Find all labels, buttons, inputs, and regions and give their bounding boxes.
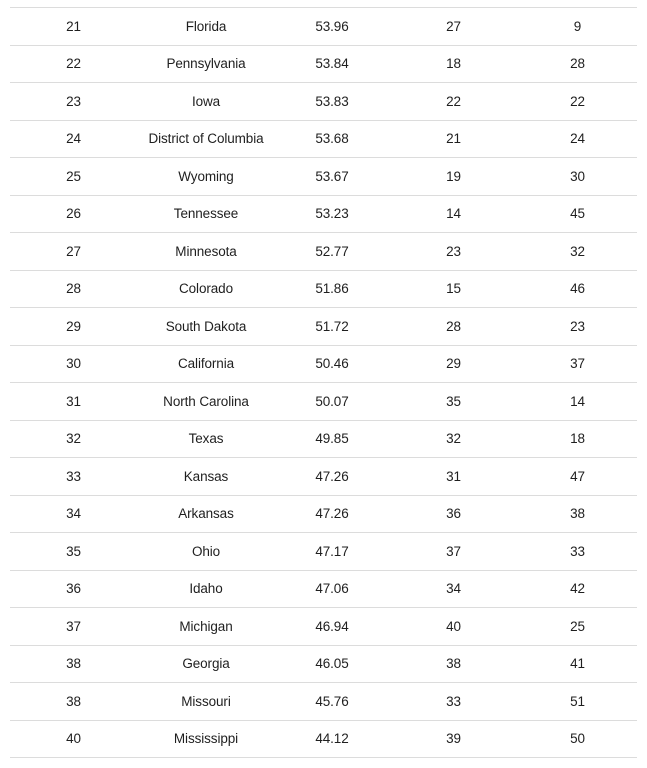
rank-b-cell: 22 bbox=[570, 93, 585, 109]
table-row bbox=[10, 270, 637, 308]
total-score-cell: 50.07 bbox=[315, 393, 349, 409]
rank-b-cell: 18 bbox=[570, 431, 585, 447]
table-row bbox=[10, 8, 637, 46]
rank-a-cell: 23 bbox=[446, 243, 461, 259]
overall-rank-cell: 28 bbox=[66, 281, 81, 297]
overall-rank-cell: 29 bbox=[66, 318, 81, 334]
rank-a-cell: 32 bbox=[446, 431, 461, 447]
state-cell: Michigan bbox=[179, 618, 233, 634]
table-row bbox=[10, 570, 637, 608]
total-score-cell: 45.76 bbox=[315, 693, 349, 709]
rank-b-cell: 37 bbox=[570, 356, 585, 372]
table-row bbox=[10, 195, 637, 233]
table-row bbox=[10, 683, 637, 721]
total-score-cell: 53.83 bbox=[315, 93, 349, 109]
total-score-cell: 47.26 bbox=[315, 468, 349, 484]
state-cell: Minnesota bbox=[175, 243, 237, 259]
rank-b-cell: 38 bbox=[570, 506, 585, 522]
rank-a-cell: 36 bbox=[446, 506, 461, 522]
overall-rank-cell: 35 bbox=[66, 543, 81, 559]
rank-a-cell: 34 bbox=[446, 581, 461, 597]
rank-a-cell: 40 bbox=[446, 618, 461, 634]
total-score-cell: 50.46 bbox=[315, 356, 349, 372]
state-cell: Missouri bbox=[181, 693, 231, 709]
rank-a-cell: 38 bbox=[446, 656, 461, 672]
overall-rank-cell: 23 bbox=[66, 93, 81, 109]
rank-b-cell: 23 bbox=[570, 318, 585, 334]
rank-b-cell: 33 bbox=[570, 543, 585, 559]
total-score-cell: 53.23 bbox=[315, 206, 349, 222]
rank-a-cell: 15 bbox=[446, 281, 461, 297]
table-row bbox=[10, 720, 637, 758]
state-cell: Iowa bbox=[191, 93, 221, 109]
total-score-cell: 51.86 bbox=[315, 281, 349, 297]
state-cell: Pennsylvania bbox=[166, 56, 246, 72]
total-score-cell: 53.68 bbox=[315, 131, 349, 147]
state-cell: Arkansas bbox=[178, 506, 234, 522]
overall-rank-cell: 25 bbox=[66, 168, 81, 184]
rank-a-cell: 31 bbox=[446, 468, 461, 484]
overall-rank-cell: 33 bbox=[66, 468, 81, 484]
overall-rank-cell: 21 bbox=[66, 18, 81, 34]
rank-b-cell: 50 bbox=[570, 731, 585, 747]
rank-b-cell: 28 bbox=[570, 56, 585, 72]
overall-rank-cell: 37 bbox=[66, 618, 81, 634]
state-cell: California bbox=[177, 356, 235, 372]
total-score-cell: 44.12 bbox=[315, 731, 349, 747]
overall-rank-cell: 30 bbox=[66, 356, 81, 372]
rank-b-cell: 32 bbox=[570, 243, 585, 259]
state-cell: District of Columbia bbox=[148, 131, 264, 147]
table-row bbox=[10, 120, 637, 158]
rank-a-cell: 37 bbox=[446, 543, 461, 559]
table-row bbox=[10, 458, 637, 496]
overall-rank-cell: 34 bbox=[66, 506, 81, 522]
state-cell: Tennessee bbox=[173, 206, 239, 222]
state-cell: South Dakota bbox=[165, 318, 247, 334]
total-score-cell: 49.85 bbox=[315, 431, 349, 447]
overall-rank-cell: 31 bbox=[66, 393, 81, 409]
state-cell: Idaho bbox=[189, 581, 223, 597]
rank-b-cell: 45 bbox=[570, 206, 585, 222]
state-cell: Ohio bbox=[191, 543, 221, 559]
rank-b-cell: 51 bbox=[570, 693, 585, 709]
table-row bbox=[10, 158, 637, 196]
rank-b-cell: 14 bbox=[570, 393, 585, 409]
table-row bbox=[10, 420, 637, 458]
table-row bbox=[10, 383, 637, 421]
table-row bbox=[10, 45, 637, 83]
total-score-cell: 47.06 bbox=[315, 581, 349, 597]
rank-b-cell: 24 bbox=[570, 131, 585, 147]
overall-rank-cell: 36 bbox=[66, 581, 81, 597]
rank-b-cell: 9 bbox=[573, 18, 582, 34]
total-score-cell: 47.26 bbox=[315, 506, 349, 522]
state-cell: North Carolina bbox=[163, 393, 249, 409]
rank-b-cell: 25 bbox=[570, 618, 585, 634]
total-score-cell: 52.77 bbox=[315, 243, 349, 259]
table-row bbox=[10, 83, 637, 121]
state-cell: Kansas bbox=[183, 468, 229, 484]
rank-b-cell: 42 bbox=[570, 581, 585, 597]
rank-a-cell: 18 bbox=[446, 56, 461, 72]
ranking-table bbox=[10, 7, 637, 758]
rank-a-cell: 35 bbox=[446, 393, 461, 409]
overall-rank-cell: 40 bbox=[66, 731, 81, 747]
table-row bbox=[10, 645, 637, 683]
overall-rank-cell: 32 bbox=[66, 431, 81, 447]
state-cell: Texas bbox=[188, 431, 224, 447]
table-row bbox=[10, 495, 637, 533]
state-cell: Mississippi bbox=[173, 731, 239, 747]
total-score-cell: 46.05 bbox=[315, 656, 349, 672]
rank-b-cell: 47 bbox=[570, 468, 585, 484]
rank-a-cell: 29 bbox=[446, 356, 461, 372]
table-row bbox=[10, 533, 637, 571]
table-row bbox=[10, 345, 637, 383]
rank-a-cell: 14 bbox=[446, 206, 461, 222]
total-score-cell: 53.84 bbox=[315, 56, 349, 72]
rank-b-cell: 30 bbox=[570, 168, 585, 184]
rank-a-cell: 33 bbox=[446, 693, 461, 709]
rank-a-cell: 21 bbox=[446, 131, 461, 147]
state-cell: Colorado bbox=[179, 281, 233, 297]
overall-rank-cell: 27 bbox=[66, 243, 81, 259]
table-row bbox=[10, 608, 637, 646]
rank-a-cell: 27 bbox=[446, 18, 461, 34]
state-cell: Georgia bbox=[182, 656, 230, 672]
rank-b-cell: 46 bbox=[570, 281, 585, 297]
ranking-table-body bbox=[10, 8, 637, 758]
overall-rank-cell: 24 bbox=[66, 131, 81, 147]
state-cell: Wyoming bbox=[178, 168, 234, 184]
overall-rank-cell: 22 bbox=[66, 56, 81, 72]
rank-a-cell: 22 bbox=[446, 93, 461, 109]
table-row bbox=[10, 308, 637, 346]
rank-a-cell: 28 bbox=[446, 318, 461, 334]
total-score-cell: 51.72 bbox=[315, 318, 349, 334]
total-score-cell: 53.67 bbox=[315, 168, 349, 184]
total-score-cell: 46.94 bbox=[315, 618, 349, 634]
overall-rank-cell: 26 bbox=[66, 206, 81, 222]
ranking-table-container bbox=[10, 7, 637, 758]
overall-rank-cell: 38 bbox=[66, 656, 81, 672]
state-cell: Florida bbox=[185, 18, 227, 34]
total-score-cell: 47.17 bbox=[315, 543, 349, 559]
table-row bbox=[10, 233, 637, 271]
total-score-cell: 53.96 bbox=[315, 18, 349, 34]
rank-a-cell: 19 bbox=[446, 168, 461, 184]
rank-a-cell: 39 bbox=[446, 731, 461, 747]
overall-rank-cell: 38 bbox=[66, 693, 81, 709]
rank-b-cell: 41 bbox=[570, 656, 585, 672]
